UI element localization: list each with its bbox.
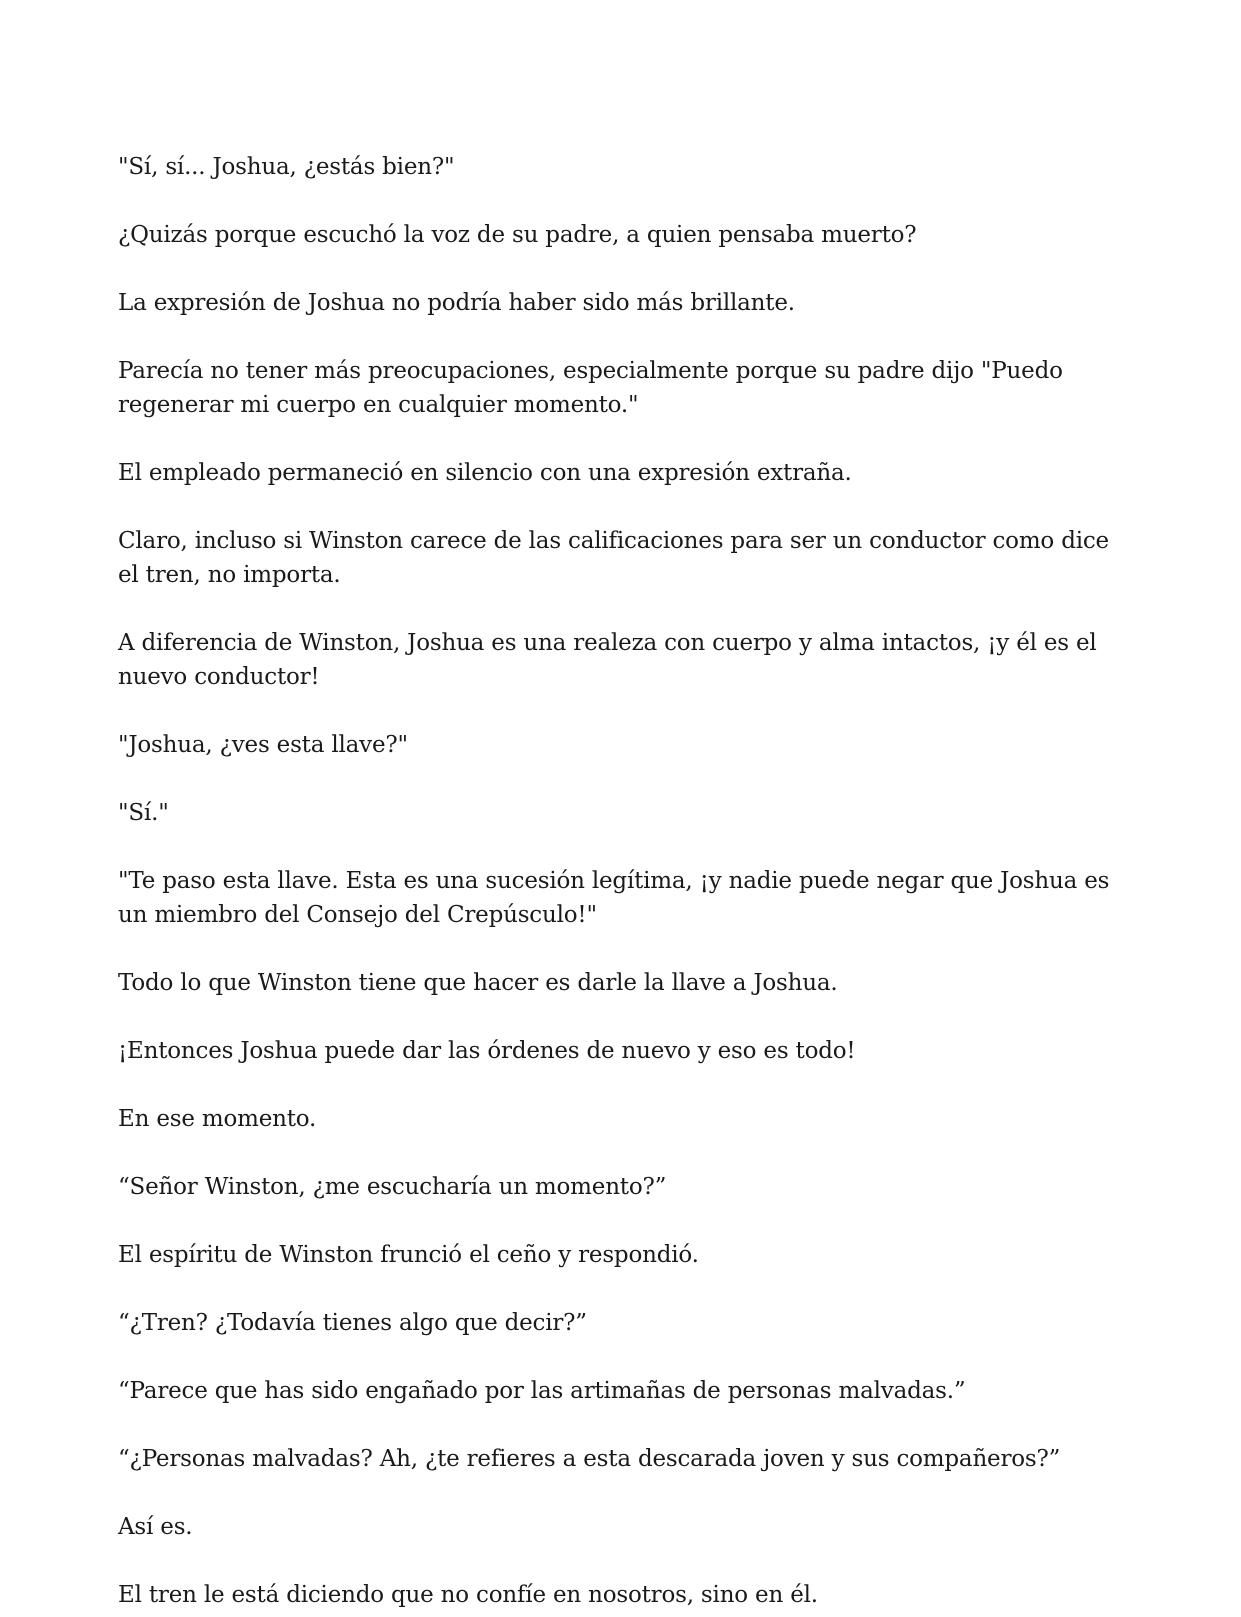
paragraph: La expresión de Joshua no podría haber sido más brillante. bbox=[118, 290, 795, 316]
paragraph: Parecía no tener más preocupaciones, especialmente porque su padre dijo "Puedo regenerar mi cuerpo en cualquier momento." bbox=[118, 358, 1063, 418]
paragraph: "Te paso esta llave. Esta es una sucesión legítima, ¡y nadie puede negar que Joshua es un miembro del Consejo del Crepúsculo!" bbox=[118, 868, 1110, 928]
paragraph: Todo lo que Winston tiene que hacer es darle la llave a Joshua. bbox=[118, 970, 838, 996]
paragraph: “¿Tren? ¿Todavía tienes algo que decir?” bbox=[118, 1310, 587, 1336]
paragraph: Así es. bbox=[118, 1514, 193, 1540]
paragraph: “Parece que has sido engañado por las artimañas de personas malvadas.” bbox=[118, 1378, 966, 1404]
paragraph: El empleado permaneció en silencio con una expresión extraña. bbox=[118, 460, 852, 486]
paragraph: ¿Quizás porque escuchó la voz de su padre, a quien pensaba muerto? bbox=[118, 222, 917, 248]
paragraph: El tren le está diciendo que no confíe en nosotros, sino en él. bbox=[118, 1582, 818, 1608]
paragraph: “Señor Winston, ¿me escucharía un momento?” bbox=[118, 1174, 667, 1200]
paragraph: "Joshua, ¿ves esta llave?" bbox=[118, 732, 408, 758]
paragraph: En ese momento. bbox=[118, 1106, 317, 1132]
paragraph: A diferencia de Winston, Joshua es una realeza con cuerpo y alma intactos, ¡y él es el nuevo conductor! bbox=[118, 630, 1097, 690]
paragraph: Claro, incluso si Winston carece de las calificaciones para ser un conductor como dice el tren, no importa. bbox=[118, 528, 1109, 588]
paragraph: "Sí." bbox=[118, 800, 169, 826]
paragraph: ¡Entonces Joshua puede dar las órdenes de nuevo y eso es todo! bbox=[118, 1038, 856, 1064]
paragraph: "Sí, sí... Joshua, ¿estás bien?" bbox=[118, 154, 455, 180]
paragraph: El espíritu de Winston frunció el ceño y respondió. bbox=[118, 1242, 699, 1268]
document-body bbox=[118, 150, 1128, 1617]
paragraph: “¿Personas malvadas? Ah, ¿te refieres a esta descarada joven y sus compañeros?” bbox=[118, 1446, 1061, 1472]
